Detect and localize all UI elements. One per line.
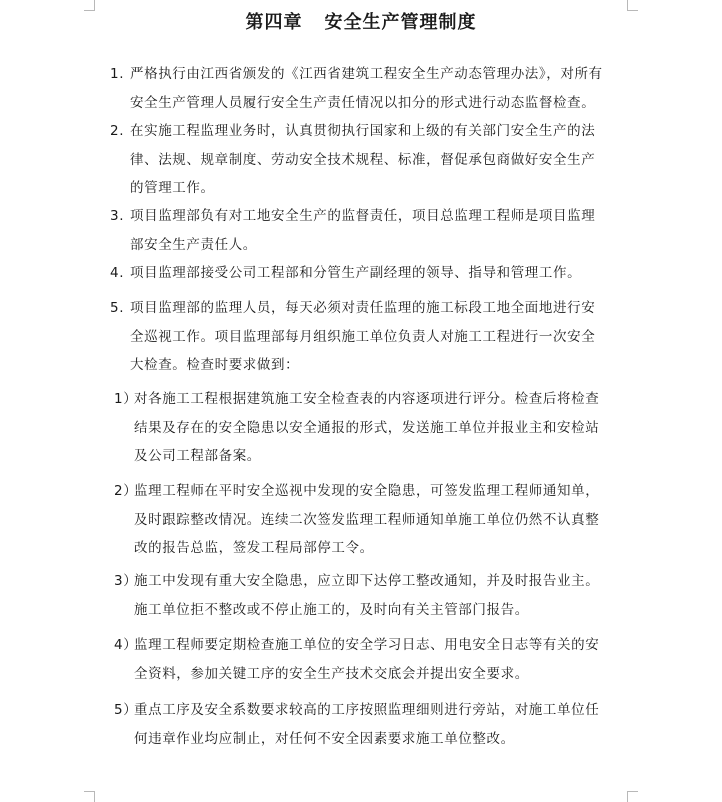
item-number: 4）: [114, 637, 138, 653]
list-item: [110, 202, 595, 259]
item-text-line: 监理工程师要定期检查施工单位的安全学习日志、用电安全日志等有关的安: [134, 637, 600, 653]
item-number: 3.: [110, 208, 125, 224]
item-number: 3）: [114, 573, 138, 589]
item-text-line: 的管理工作。: [130, 180, 215, 196]
chapter-title: 安全生产管理制度: [324, 12, 477, 33]
item-text-line: 律、法规、规章制度、劳动安全技术规程、标准，督促承包商做好安全生产: [130, 151, 596, 168]
item-text-line: 监理工程师在平时安全巡视中发现的安全隐患，可签发监理工程师通知单，: [134, 483, 600, 499]
item-text-line: 大检查。检查时要求做到：: [130, 357, 300, 373]
item-number: 5）: [114, 702, 138, 718]
page-title: [0, 9, 722, 37]
item-number: 4.: [110, 265, 125, 281]
sub-list-item: [114, 477, 599, 563]
item-text-line: 全资料，参加关键工序的安全生产技术交底会并提出安全要求。: [134, 665, 529, 682]
item-number: 5.: [110, 300, 125, 316]
item-text-line: 施工单位拒不整改或不停止施工的，及时向有关主管部门报告。: [134, 601, 529, 618]
item-number: 2）: [114, 483, 138, 499]
sub-list-item: [114, 567, 599, 624]
item-text-line: 安全生产管理人员履行安全生产责任情况以扣分的形式进行动态监督检查。: [130, 94, 596, 111]
item-text-line: 对各施工工程根据建筑施工安全检查表的内容逐项进行评分。检查后将检查: [134, 391, 600, 407]
item-text-line: 及公司工程部备案。: [134, 448, 261, 464]
item-number: 1.: [110, 66, 125, 82]
item-text-line: 项目监理部接受公司工程部和分管生产副经理的领导、指导和管理工作。: [130, 265, 582, 281]
crop-mark-bottom-left: [84, 791, 95, 802]
item-text-line: 在实施工程监理业务时，认真贯彻执行国家和上级的有关部门安全生产的法: [130, 123, 596, 139]
item-text-line: 严格执行由江西省颁发的《江西省建筑工程安全生产动态管理办法》，对所有: [130, 66, 603, 82]
item-text-line: 部安全生产责任人。: [130, 236, 257, 253]
item-text-line: 项目监理部负有对工地安全生产的监督责任，项目总监理工程师是项目监理: [130, 208, 596, 224]
list-item: [110, 60, 603, 117]
chapter-number: 第四章: [245, 12, 303, 33]
item-text-line: 改的报告总监，签发工程局部停工令。: [134, 540, 374, 556]
item-number: 1）: [114, 391, 138, 407]
item-number: 2.: [110, 123, 125, 139]
list-item: [110, 117, 595, 203]
item-text-line: 重点工序及安全系数要求较高的工序按照监理细则进行旁站，对施工单位任: [134, 702, 600, 718]
sub-list-item: [114, 631, 599, 688]
item-text-line: 全巡视工作。项目监理部每月组织施工单位负责人对施工工程进行一次安全: [130, 328, 596, 345]
crop-mark-bottom-right: [627, 791, 638, 802]
sub-list-item: [114, 696, 599, 753]
item-text-line: 何违章作业均应制止，对任何不安全因素要求施工单位整改。: [134, 730, 515, 747]
list-item: [110, 259, 581, 288]
item-text-line: 项目监理部的监理人员，每天必须对责任监理的施工标段工地全面地进行安: [130, 300, 596, 316]
item-text-line: 结果及存在的安全隐患以安全通报的形式，发送施工单位并报业主和安检站: [134, 419, 600, 436]
item-text-line: 及时跟踪整改情况。连续二次签发监理工程师通知单施工单位仍然不认真整: [134, 511, 600, 528]
item-text-line: 施工中发现有重大安全隐患，应立即下达停工整改通知，并及时报告业主。: [134, 573, 600, 589]
sub-list-item: [114, 385, 599, 471]
list-item: [110, 294, 595, 380]
